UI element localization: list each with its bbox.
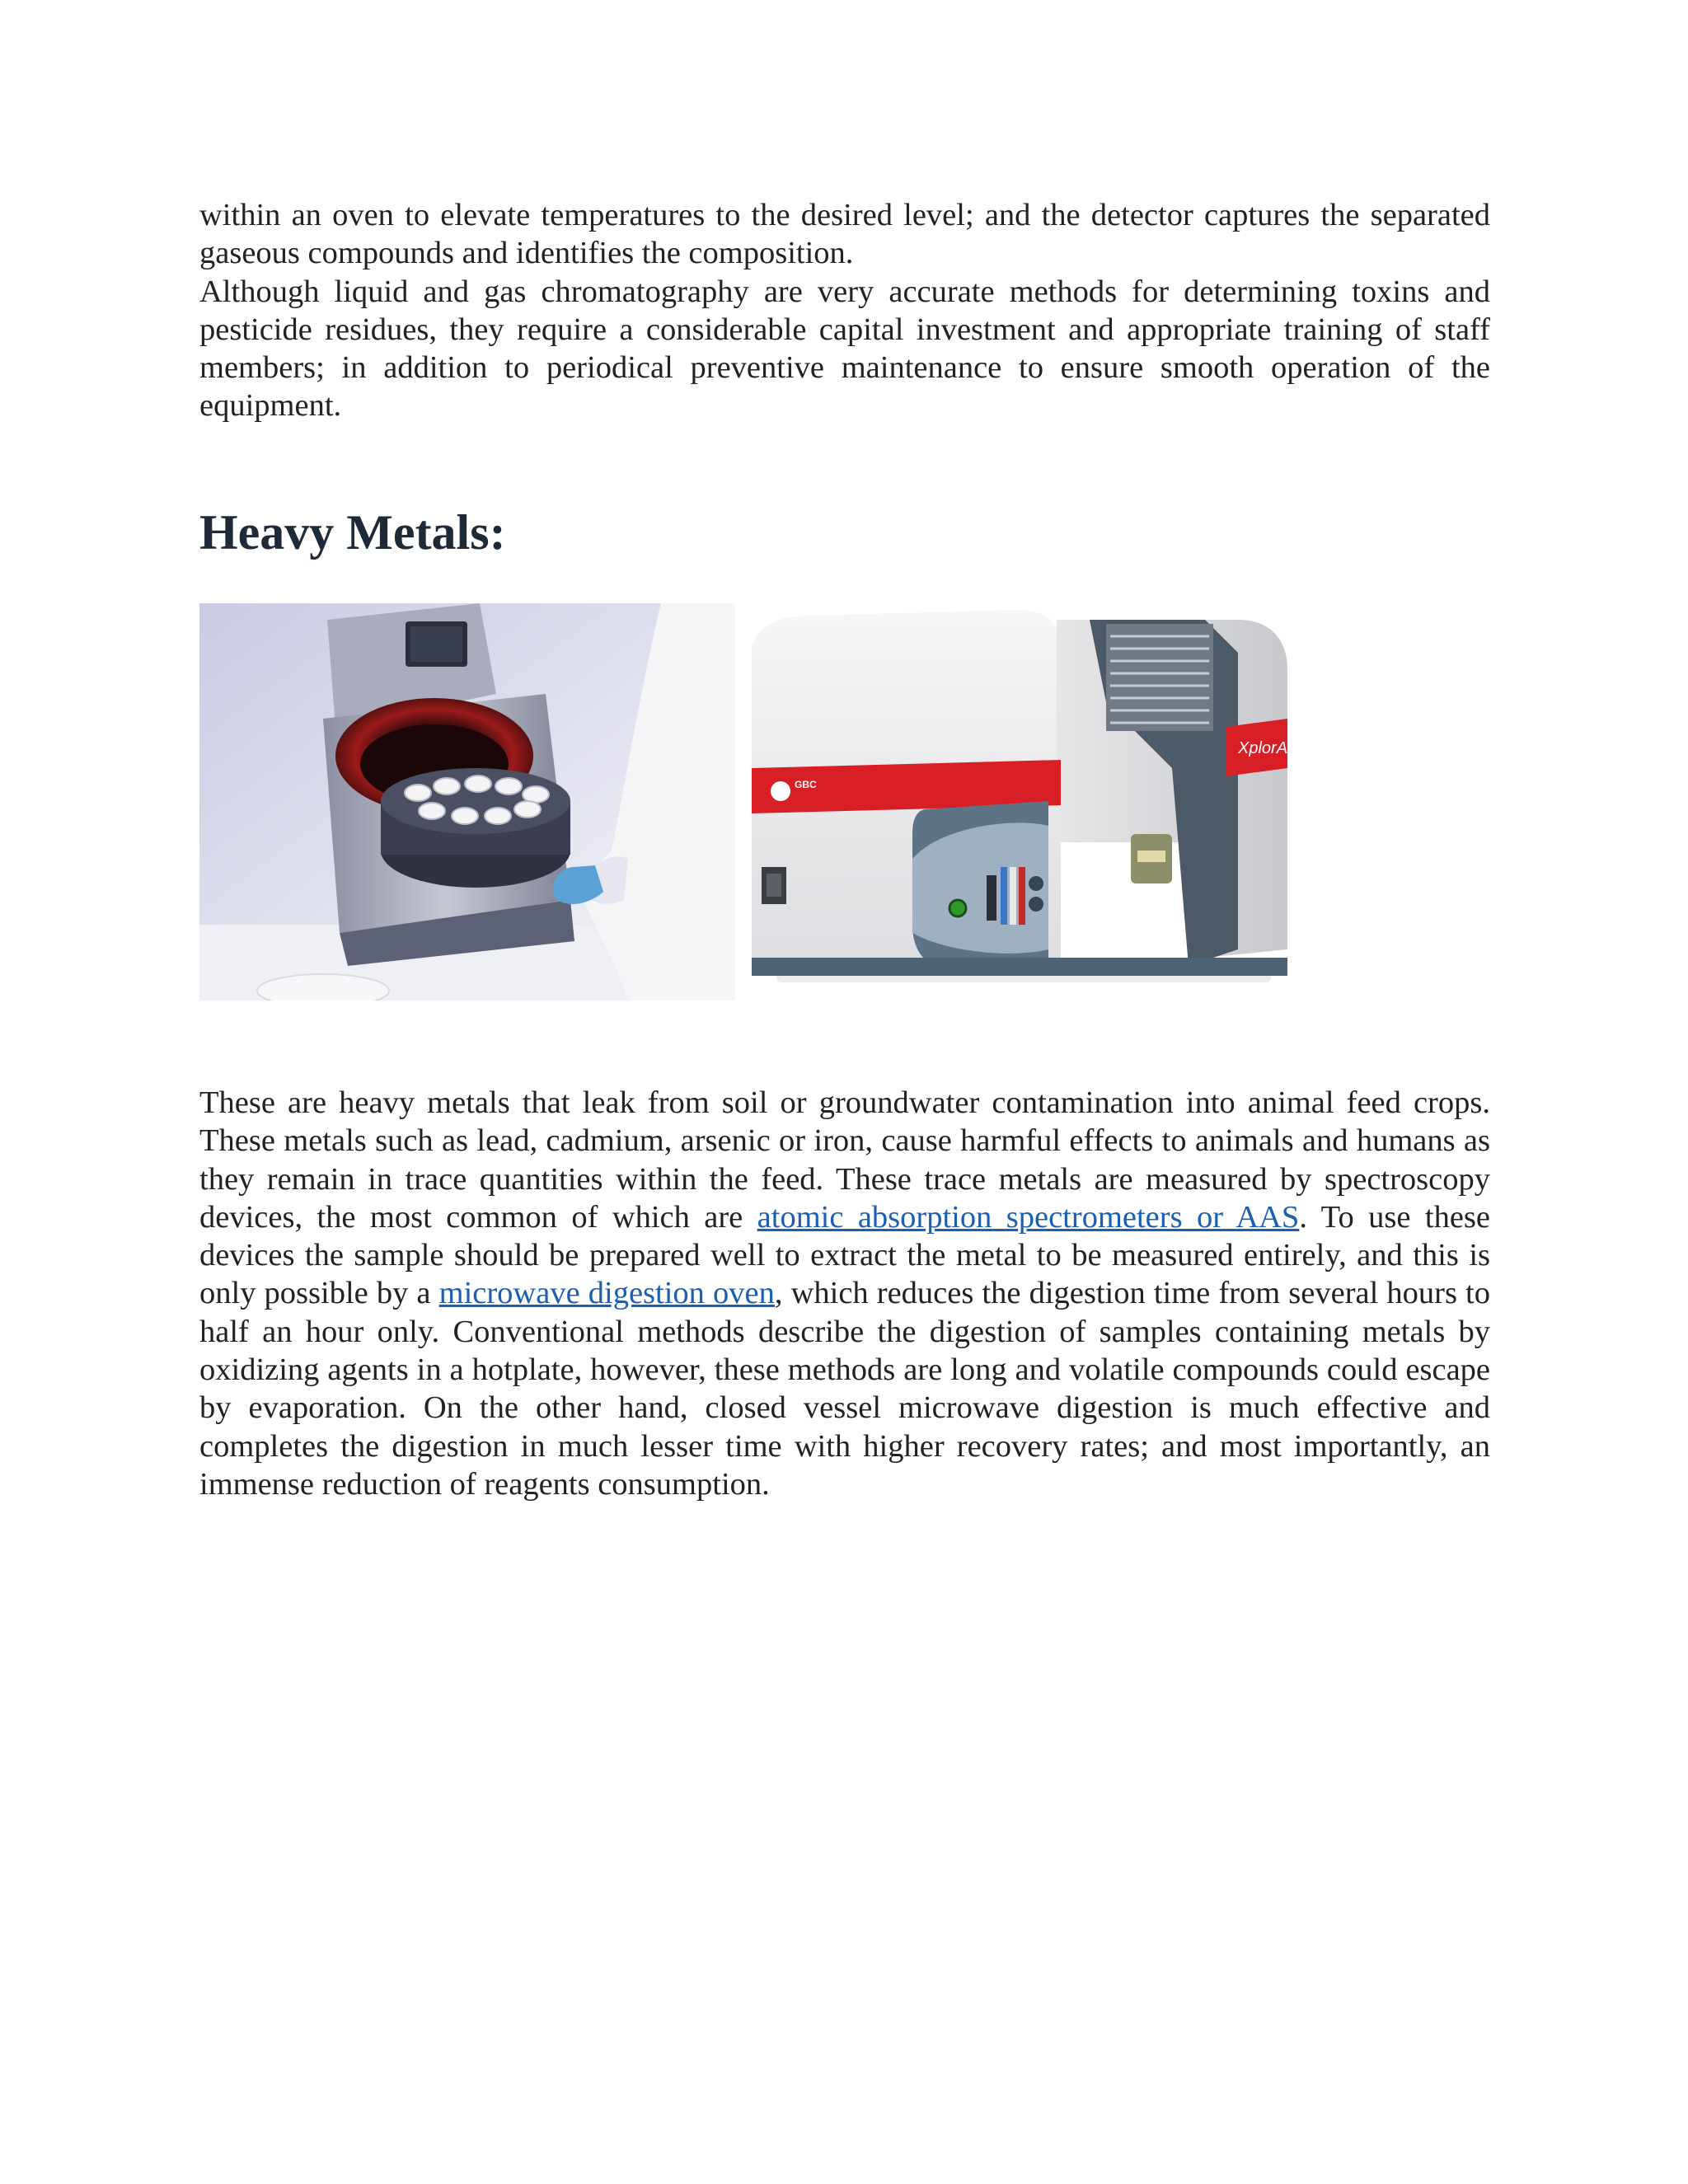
intro-line-2: Although liquid and gas chromatography are very accurate methods for determining toxins and pesticide residues, they require a considerable capital investment and appropriate training of staff members; in addition to periodical preventive maintenance to ensure smooth operation of the equipment. xyxy=(199,274,1490,424)
equipment-images xyxy=(199,603,1490,1001)
aas-link[interactable]: atomic absorption spectrometers or AAS xyxy=(757,1199,1300,1235)
brand-logo-text: GBC xyxy=(795,779,817,790)
body-text-part-1: These are heavy metals that leak from soil or groundwater contamination into animal feed crops. These metals such as lead, cadmium, arsenic or iron, cause harmful effects to animals and humans as they remain in trace quantities within the feed. These trace metals are measured by spectroscopy devices, the most common of which are xyxy=(199,1085,1490,1235)
body-text-part-2: . To use these devices the sample should be prepared well to extract the metal to be measured entirely, and this is only possible by a xyxy=(199,1199,1490,1311)
body-text-part-3: , which reduces the digestion time from several hours to half an hour only. Conventional methods describe the digestion of samples containing metals by oxidizing agents in a hotplate, however, these methods are long and volatile compounds could escape by evaporation. On the other hand, closed vessel microwave digestion is much effective and completes the digestion in much lesser time with higher recovery rates; and most importantly, an immense reduction of reagents consumption. xyxy=(199,1276,1490,1502)
atomic-absorption-spectrometer-image xyxy=(743,603,1304,1001)
microwave-digestion-oven-image xyxy=(199,603,735,1001)
intro-line-1: within an oven to elevate temperatures to the desired level; and the detector captures the separated gaseous compounds and identifies the composition. xyxy=(199,198,1490,271)
microwave-digestion-oven-link[interactable]: microwave digestion oven xyxy=(438,1276,775,1311)
document-page xyxy=(199,196,1490,1502)
section-heading: Heavy Metals: xyxy=(199,505,506,560)
heavy-metals-paragraph xyxy=(199,1084,1490,1503)
intro-paragraph xyxy=(199,196,1490,425)
model-logo-text: XplorAA xyxy=(1238,739,1299,757)
